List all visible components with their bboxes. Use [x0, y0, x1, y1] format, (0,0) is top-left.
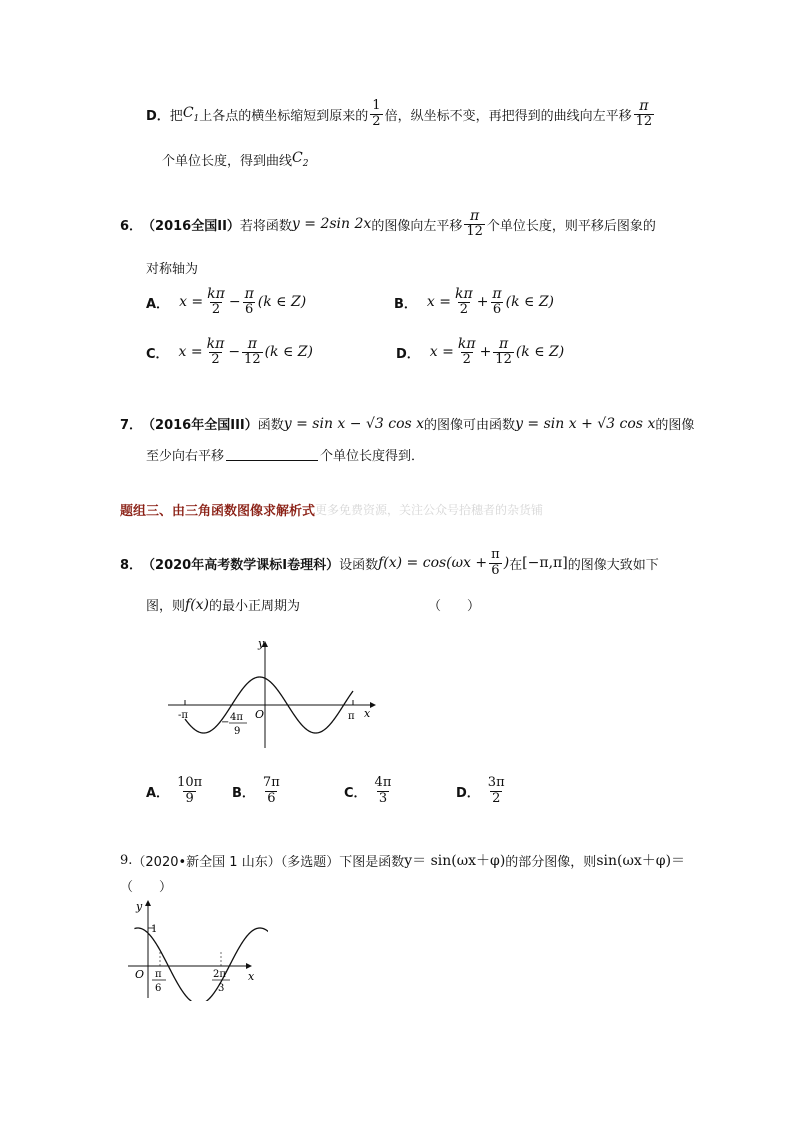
fraction-pi-12: $\frac{\pi}{12}$: [635, 98, 653, 130]
q9-stem: [120, 850, 685, 870]
option-label: A．: [146, 785, 170, 801]
option-label: B．: [394, 296, 417, 312]
q6-option-a[interactable]: A． x = $\frac{k\pi}{2}$ − $\frac{\pi}{6}$ (k ∈ Z): [146, 286, 307, 318]
q6-shift-fraction: $\frac{\pi}{12}$: [466, 208, 483, 240]
y-label: y: [258, 637, 265, 650]
q6-text-2: 的图像向左平移: [371, 218, 463, 234]
q6-source: （2016全国II）: [142, 218, 240, 234]
tick2-den: 3: [218, 983, 225, 994]
q8-graph: [165, 635, 380, 755]
q7-line2-text: 至少向右平移: [146, 449, 225, 464]
q8-option-c[interactable]: C． $\frac{4\pi}{3}$: [344, 775, 392, 806]
q8-source: （2020年高考数学课标Ⅰ卷理科）: [142, 557, 340, 573]
origin-label: O: [255, 708, 265, 721]
curve-c1: $C_1$: [182, 104, 200, 124]
q8-text-3: 的图像大致如下: [567, 557, 659, 573]
x-axis-arrow: [246, 963, 252, 969]
section-heading: [120, 500, 543, 519]
q8-interval: [−π,π]: [522, 555, 568, 572]
q8-line2-tail: 的最小正周期为: [209, 599, 301, 614]
q7-text-2: 的图像可由函数: [424, 418, 516, 433]
q5-text-1: 把: [169, 108, 183, 124]
tick1-den: 6: [155, 983, 162, 994]
fraction-half: $\frac{1}{2}$: [372, 97, 381, 129]
q7-number: 7．: [120, 418, 143, 433]
q8-fx: f(x): [185, 596, 210, 613]
x-axis-arrow: [370, 702, 376, 708]
watermark: 更多免费资源，关注公众号拾穗者的杂货铺: [315, 503, 544, 517]
neg-pi-label: -π: [178, 710, 188, 721]
y-label: y: [136, 900, 143, 913]
q7-source: （2016年全国III）: [142, 418, 258, 433]
q9-graph: [118, 896, 268, 1001]
q9-answer-paren: （ ）: [120, 880, 173, 895]
q8-text-1: 设函数: [339, 557, 379, 573]
one-label: 1: [151, 924, 158, 935]
q6-option-d[interactable]: D． x = $\frac{k\pi}{2}$ + $\frac{\pi}{12}$ (k ∈ Z): [396, 336, 565, 368]
q8-pi-6: $\frac{\pi}{6}$: [491, 547, 500, 578]
q9-number: 9.: [120, 852, 133, 868]
pi-label: π: [348, 711, 355, 722]
q8-option-a[interactable]: A． $\frac{10\pi}{9}$: [146, 775, 203, 806]
mark-den: 9: [234, 726, 241, 737]
option-lhs: x =: [426, 294, 451, 311]
tick2-num: 2π: [213, 969, 226, 980]
q5-option-d: [146, 98, 656, 130]
q9-function: y＝ sin(ωx＋φ): [404, 853, 506, 869]
q8-line2-text: 图，则: [146, 599, 186, 614]
curve-c2: $C_2$: [292, 150, 309, 169]
q9-text-2: 的部分图像，则: [505, 854, 597, 870]
option-label: B．: [232, 785, 255, 801]
q9-function-2: sin(ωx＋φ)＝: [596, 853, 686, 869]
q6-text-1: 若将函数: [239, 218, 292, 234]
q8-answer-paren: （ ）: [428, 599, 481, 614]
mark-num: 4π: [230, 712, 243, 723]
q8-option-d[interactable]: D． $\frac{3\pi}{2}$: [456, 775, 505, 806]
q5-text-2: 上各点的横坐标缩短到原来的: [199, 108, 369, 124]
answer-blank[interactable]: [226, 448, 318, 461]
x-label: x: [364, 707, 371, 720]
q7-text-3: 的图像: [655, 418, 695, 433]
option-label: C．: [344, 785, 367, 801]
q8-stem: [120, 548, 659, 579]
q7-function-1: y = sin x − √3 cos x: [283, 415, 425, 432]
q8-function: f(x) = cos(ωx +: [378, 555, 488, 572]
q5-option-d-line2: [162, 150, 308, 169]
option-label: C．: [146, 346, 169, 362]
q9-text-1: 下图是函数: [339, 854, 405, 870]
q8-option-b[interactable]: B． $\frac{7\pi}{6}$: [232, 775, 280, 806]
q7-text-1: 函数: [257, 418, 284, 433]
q8-number: 8．: [120, 557, 143, 573]
q8-text-2: 在: [509, 557, 523, 573]
q6-number: 6．: [120, 218, 143, 234]
q6-function: y = 2sin 2x: [291, 216, 372, 233]
q7-stem: [120, 414, 694, 433]
option-lhs: x =: [179, 294, 204, 311]
q5-option-d-label: D．: [146, 108, 170, 124]
mark-sign: −: [221, 717, 230, 728]
q6-option-c[interactable]: C． x = $\frac{k\pi}{2}$ − $\frac{\pi}{12}$ (k ∈ Z): [146, 336, 313, 368]
q6-option-b[interactable]: B． x = $\frac{k\pi}{2}$ + $\frac{\pi}{6}$ (k ∈ Z): [394, 286, 555, 318]
tick1-num: π: [155, 969, 162, 980]
option-lhs: x =: [178, 344, 203, 361]
q5-line2-text: 个单位长度，得到曲线: [162, 154, 293, 169]
q7-line2: [146, 445, 424, 464]
q6-stem: [120, 208, 656, 240]
q7-line2-tail: 个单位长度得到．: [320, 449, 425, 464]
q8-function-end: ): [503, 555, 510, 572]
q8-line2: [146, 595, 300, 614]
origin-label: O: [135, 968, 145, 981]
q7-function-2: y = sin x + √3 cos x: [515, 415, 656, 432]
y-axis-arrow: [145, 900, 151, 906]
option-lhs: x =: [429, 344, 454, 361]
option-label: A．: [146, 296, 170, 312]
option-label: D．: [396, 346, 420, 362]
section-title: 题组三、由三角函数图像求解析式: [120, 504, 316, 519]
q9-source: （2020•新全国 1 山东）（多选题）: [132, 854, 340, 870]
q6-line2: 对称轴为: [146, 262, 199, 277]
x-label: x: [248, 970, 255, 983]
q5-text-3: 倍，纵坐标不变，再把得到的曲线向左平移: [384, 108, 632, 124]
q6-text-3: 个单位长度，则平移后图象的: [486, 218, 656, 234]
option-label: D．: [456, 785, 480, 801]
